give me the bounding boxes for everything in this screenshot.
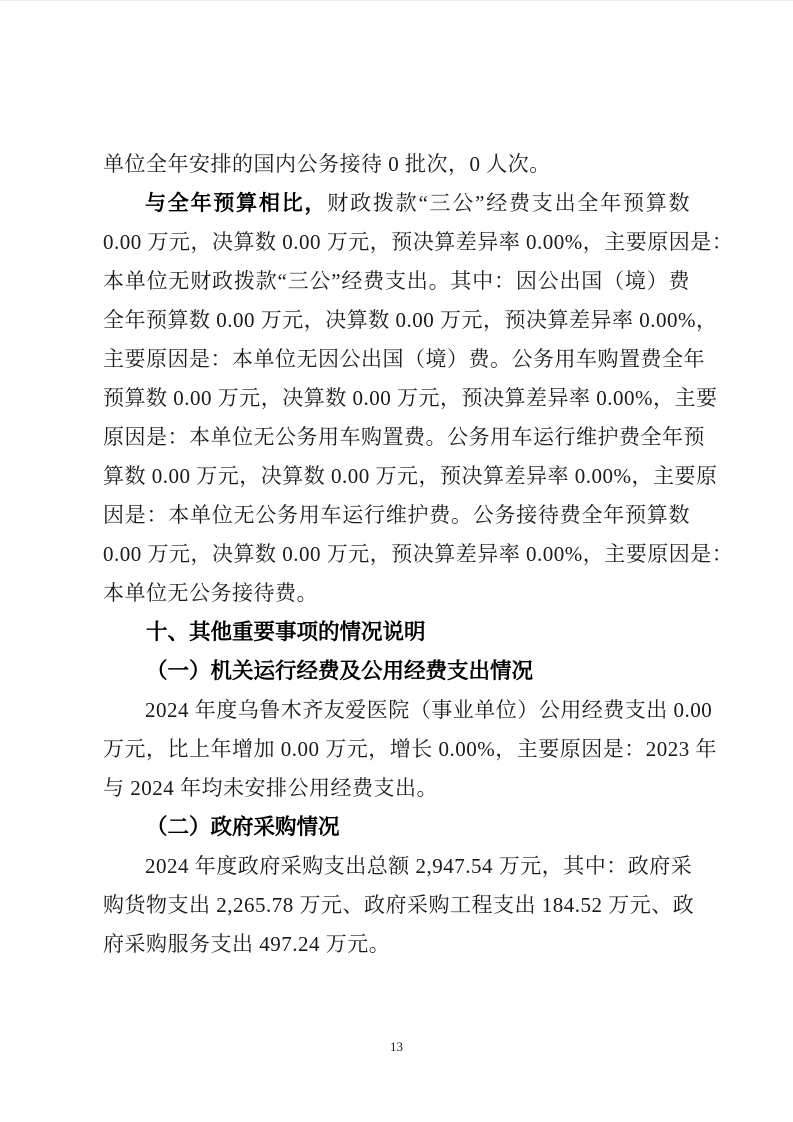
section-heading: 十、其他重要事项的情况说明: [146, 620, 426, 644]
body-text-line: 算数 0.00 万元，决算数 0.00 万元，预决算差异率 0.00%，主要原: [103, 464, 718, 488]
subsection-heading-2: （二）政府采购情况: [146, 815, 340, 839]
body-text-line: 与 2024 年均未安排公用经费支出。: [103, 776, 438, 800]
bold-lead-text: 与全年预算相比，: [145, 191, 328, 215]
subsection-heading-1: （一）机关运行经费及公用经费支出情况: [146, 659, 534, 683]
page-number: 13: [390, 1039, 403, 1054]
body-text-line: 本单位无财政拨款“三公”经费支出。其中：因公出国（境）费: [103, 269, 690, 293]
body-text-line: 0.00 万元，决算数 0.00 万元，预决算差异率 0.00%，主要原因是：: [103, 230, 734, 254]
body-text-line: 全年预算数 0.00 万元，决算数 0.00 万元，预决算差异率 0.00%，: [103, 308, 718, 332]
body-text-line: 2024 年度乌鲁木齐友爱医院（事业单位）公用经费支出 0.00: [145, 698, 713, 722]
body-text-span: 财政拨款“三公”经费支出全年预算数: [327, 191, 691, 215]
body-text-line: 因是：本单位无公务用车运行维护费。公务接待费全年预算数: [103, 503, 690, 527]
body-text-line: 2024 年度政府采购支出总额 2,947.54 万元，其中：政府采: [145, 854, 693, 878]
body-text-line: 预算数 0.00 万元，决算数 0.00 万元，预决算差异率 0.00%，主要: [103, 386, 718, 410]
body-text-line: 单位全年安排的国内公务接待 0 批次，0 人次。: [103, 152, 551, 176]
document-body: [103, 145, 734, 964]
body-text-line: 万元，比上年增加 0.00 万元，增长 0.00%，主要原因是：2023 年: [103, 737, 717, 761]
body-text-line: 府采购服务支出 497.24 万元。: [103, 932, 391, 956]
body-text-line: 本单位无公务接待费。: [103, 581, 318, 605]
body-text-line: [103, 184, 690, 223]
body-text-line: 主要原因是：本单位无因公出国（境）费。公务用车购置费全年: [103, 347, 705, 371]
body-text-line: 原因是：本单位无公务用车购置费。公务用车运行维护费全年预: [103, 425, 705, 449]
body-text-line: 0.00 万元，决算数 0.00 万元，预决算差异率 0.00%，主要原因是：: [103, 542, 734, 566]
body-text-line: 购货物支出 2,265.78 万元、政府采购工程支出 184.52 万元、政: [103, 893, 695, 917]
